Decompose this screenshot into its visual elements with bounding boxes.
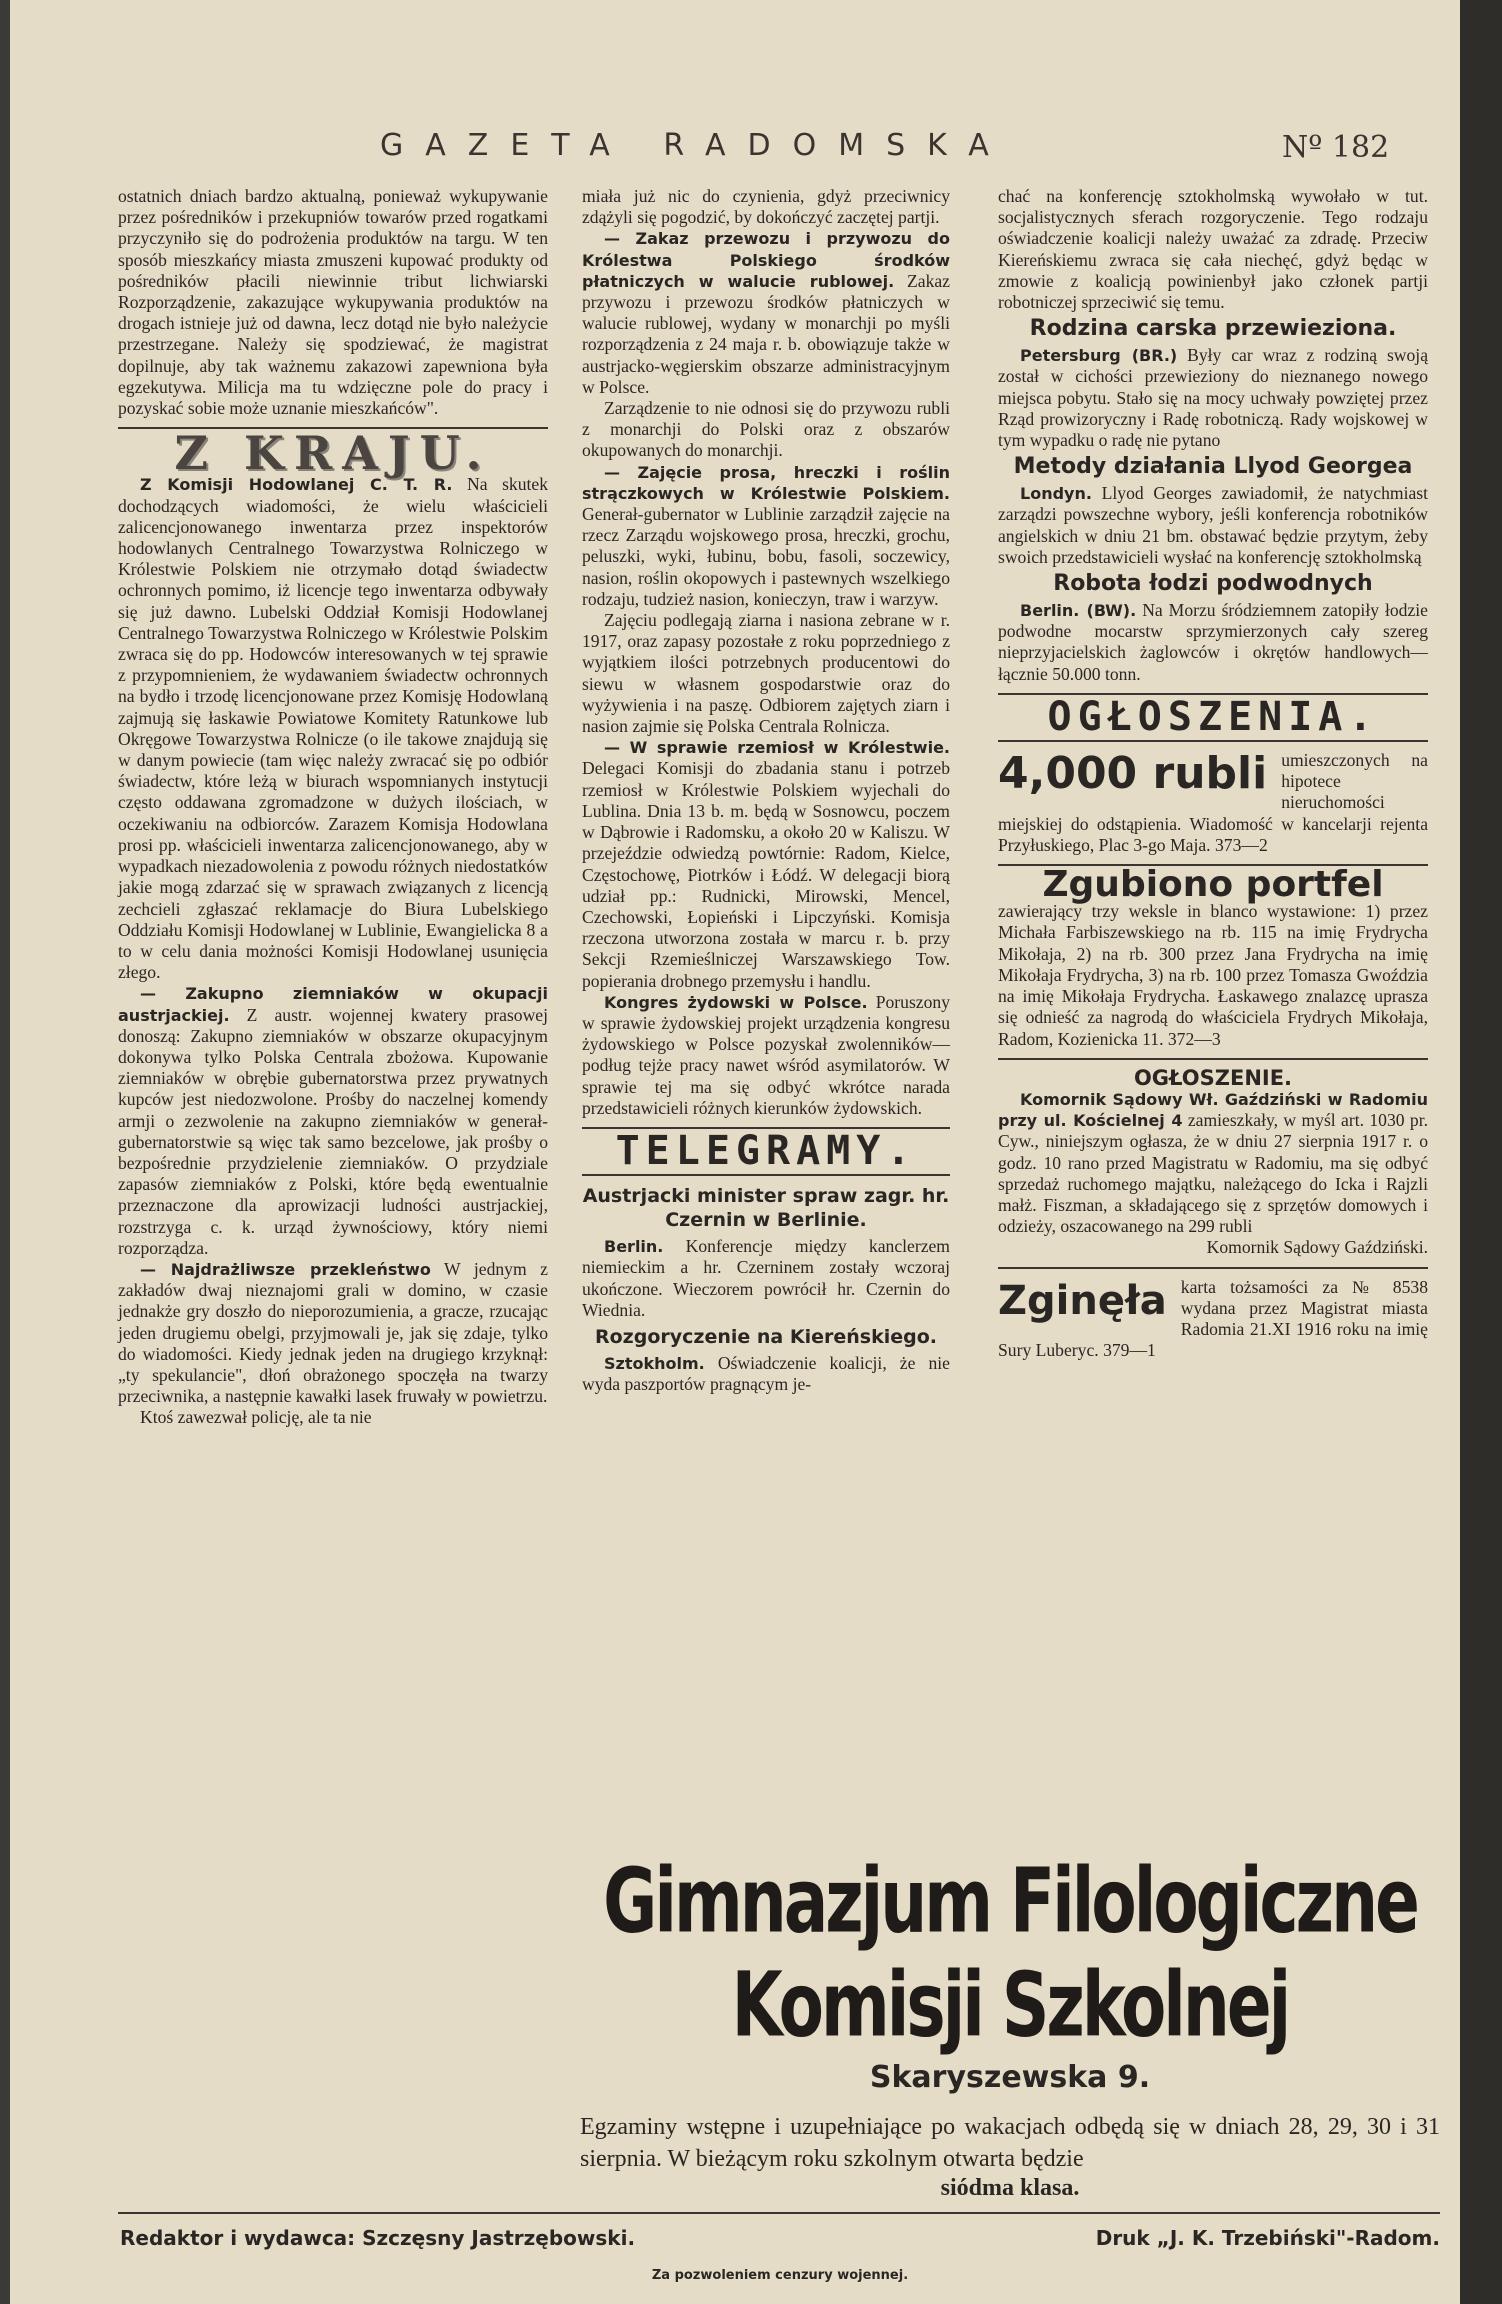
article-text: Generał-gubernator w Lublinie zarządził zajęcie na rzecz Zarządu wojskowego prosa, hreczki, grochu, peluszki, wyki, łubinu, bobu, fasoli, soczewicy, nasion, roślin okopowych i pastewnych wszelkiego rodzaju, tudzież nasion, konieczyn, traw i warzyw.: [582, 504, 950, 609]
telegram-londyn: [998, 483, 1428, 568]
newspaper-page: [10, 0, 1460, 2304]
ad-text: umieszczonych na hipotece nieruchomości miejskiej do odstąpienia. Wiadomość w kancelarji rejenta Przyłuskiego, Plac 3-go Maja.: [998, 750, 1428, 855]
telegram-lead: Berlin.: [604, 1237, 664, 1257]
ad-code: 372—3: [1167, 1028, 1221, 1049]
telegram-text: Były car wraz z rodziną swoją został w cichości przewieziony do nieznanego nowego miejsca pobytu. Stało się na mocy uchwały powziętej przez Rząd prowizoryczny i Radę robotniczą. Rady wojskowej w tym wypadku o radę nie pytano: [998, 345, 1429, 451]
article-text: Ktoś zawezwał policję, ale ta nie: [140, 1407, 372, 1428]
article-text: chać na konferencję sztokholmską wywołało w tut. socjalistycznych sferach rozgoryczenie. Tego rodzaju oświadczenie koalicji należy uważać za zdradę. Przeciw Kiereńskiemu zwraca się cała niechęć, gdyż będąc w zmowie z koalicją powinienbył jako członek partji robotniczej sprzeciwić się temu.: [998, 186, 1428, 313]
ad-signature: Komornik Sądowy Gaździński.: [1206, 1237, 1428, 1258]
footer-editor: Redaktor i wydawca: Szczęsny Jastrzębowski.: [120, 2226, 636, 2250]
ad-4000-rubli: [998, 750, 1428, 856]
column-2: [582, 186, 950, 1395]
divider: [582, 1174, 950, 1176]
ad-zgubiono-portfel: [998, 901, 1428, 1049]
article-komisja-hodowlana: [118, 474, 548, 983]
ad-headline: Zgubiono portfel: [1042, 864, 1384, 906]
masthead: [10, 128, 1460, 168]
telegram-text: Konferencje między kanclerzem niemieckim a hr. Czerninem zostały wczoraj ukończone. Wieczorem powrócił hr. Czernin do Wiednia.: [582, 1236, 950, 1320]
ad-school-address: Skaryszewska 9.: [869, 2060, 1151, 2095]
telegram-berlin-bw: [998, 600, 1428, 685]
ad-school-title: Gimnazjum Filologiczne Komisji Szkolnej: [603, 1849, 1417, 2057]
ad-school-text-end: siódma klasa.: [940, 2175, 1080, 2201]
ad-lead: Komornik Sądowy Wł. Gaździński w Radomiu przy ul. Kościelnej 4: [998, 1089, 1428, 1131]
ad-zginela: [998, 1277, 1428, 1362]
article-rzemiosla: [582, 737, 950, 991]
article-zakaz-przewozu: [582, 228, 950, 398]
divider: [998, 1058, 1428, 1060]
telegram-text: Llyod Georges zawiadomił, że natychmiast zarządzi powszechne wybory, jeśli konferencja robotników angielskich w dniu 21 bm. obstawać będzie przytym, żeby swoich przedstawicieli wysłać na konferencję sztokholmską: [998, 483, 1429, 567]
article-text: W jednym z zakładów dwaj nieznajomi grali w domino, w czasie jednakże gry doszło do nieporozumienia, a gracze, rzucając jeden drugiemu obelgi, przyjmowali je, jak się zdaje, tylko do wiadomości. Kiedy jednak jeden na drugiego krzyknął: „ty spekulancie", dłoń obrażonego spoczęła na twarzy przeciwnika, a następnie kawałki lasek fruwały w powietrzu.: [118, 1258, 548, 1407]
ad-school-text: Egzaminy wstępne i uzupełniające po wakacjach odbędą się w dniach 28, 29, 30 i 31 sierpnia. W bieżącym roku szkolnym otwarta będzie: [580, 2114, 1440, 2172]
ad-text: zamieszkały, w myśl art. 1030 pr. Cyw., niniejszym ogłasza, że w dniu 27 sierpnia 1917 r. o godz. 10 rano przed Magistratu w Radomiu, ma się odbyć sprzedaż ruchomego majątku, należącego do Icka i Rajzli małż. Fiszman, a składającego się z sprzętów domowych i odzieży, oszacowanego na 299 rubli: [998, 1110, 1429, 1237]
section-heading-z-kraju: Z KRAJU.: [174, 426, 492, 481]
footer-censor: Za pozwoleniem cenzury wojennej.: [651, 2268, 909, 2283]
section-heading-telegramy: TELEGRAMY.: [615, 1127, 917, 1174]
article-heading: — W sprawie rzemiosł w Królestwie.: [604, 738, 950, 758]
ad-komornik: [998, 1089, 1428, 1237]
telegram-heading: Austrjacki minister spraw zagr. hr. Czernin w Berlinie.: [582, 1185, 950, 1232]
article-text: Na skutek dochodzących wiadomości, że wielu właścicieli zalicencjonowanego inwentarza przez inspektorów hodowlanych Centralnego Towarzystwa Rolniczego w Królestwie Polskiem nie otrzymało dotąd świadectw ochronnych pomimo, iż licencje tego inwentarza odbywały się już dawno. Lubelski Oddział Komisji Hodowlanej Centralnego Towarzystwa Rolniczego w Królestwie Polskim zwraca się do pp. Hodowców interesowanych w tej sprawie z przypomnieniem, że wydawaniem świadectw ochronnych na bydło i trzodę licencjonowane przez Komisję Hodowlaną zajmują się łaskawie Powiatowe Komitety Ratunkowe lub Okręgowe Towarzystwa Rolnicze (o ile takowe znajdują się w danym powiecie (tam więc należy zwracać się po odbiór świadectw, które leżą w biurach wspomnianych instytucji często oddawana zgromadzone w dużych ilościach, w oczekiwaniu na odbiorców. Zarazem Komisja Hodowlana prosi pp. właścicieli inwentarza zalicencjonowanego, aby w wypadkach niezadowolenia z powodu różnych niedostatków jakie mogą zdarzać się w sprawach związanych z licencją zechcieli zgłaszać reklamacje do Biura Lubelskiego Oddziału Komisji Hodowlanej w Lublinie, Ewangielicka 8 a to w celu dania możności Komisji Hodowlanej usunięcia złego.: [118, 474, 548, 983]
article-text: Delegaci Komisji do zbadania stanu i potrzeb rzemiosł w Królestwie Polskiem wyjechali do Lublina. Dnia 13 b. m. będą w Sosnowcu, poczem w Dąbrowie i Radomsku, a około 20 w Kaliszu. W przejeździe odwiedzą powtórnie: Radom, Kielce, Częstochowę, Piotrków i Łódź. W delegacji biorą udział pp.: Rudnicki, Mirowski, Mencel, Czechowski, Łopieński i Lipczyński. Komisja rzeczona utworzona została w marcu r. b. przy Sekcji Rzemieślniczej Warszawskiego Tow. popierania drobnego przemysłu i handlu.: [582, 758, 950, 991]
divider: [998, 740, 1428, 742]
article-przeklenstwo: [118, 1259, 548, 1407]
telegram-heading: Rodzina carska przewieziona.: [1029, 316, 1397, 342]
telegram-lead: Petersburg (BR.): [1020, 346, 1178, 366]
telegram-lead: Londyn.: [1020, 484, 1092, 504]
telegram-heading: Rozgoryczenie na Kiereńskiego.: [595, 1325, 937, 1348]
telegram-lead: Sztokholm.: [604, 1353, 705, 1373]
ad-headline: 4,000 rubli: [998, 748, 1268, 800]
article-heading: Z Komisji Hodowlanej C. T. R.: [140, 475, 453, 495]
column-1: [118, 186, 548, 1429]
ad-text: karta tożsamości za № 8538 wydana przez Magistrat miasta Radomia 21.XI 1916 roku na imię Sury Luberyc.: [998, 1276, 1428, 1361]
telegram-petersburg: [998, 345, 1428, 451]
section-heading-ogloszenia: OGŁOSZENIA.: [1047, 693, 1379, 740]
article-zajecie-prosa: [582, 462, 950, 610]
page-edge: [1460, 0, 1502, 2304]
ad-text: zawierający trzy weksle in blanco wystawione: 1) przez Michała Farbiszewskiego na rb. 115 na imię Frydrycha Mikołaja, 2) na rb. 300 przez Jana Frydrycha na imię Mikołaja Frydrycha, 3) na rb. 100 przez Tomasza Gwoździa na imię Mikołaja Frydrycha. Łaskawego znalazcę uprasza się odnieść za nagrodą do właściciela Frydrych Mikołaja, Radom, Kozienicka 11.: [998, 901, 1428, 1049]
article-text: Poruszony w sprawie żydowskiej projekt urządzenia kongresu żydowskiego w Polsce pozyskał zwolenników—podług tejże pracy nawet wśród asymilatorów. W sprawie tej ma się odbyć wkrótce narada przedstawicieli różnych kierunków żydowskich.: [582, 991, 950, 1118]
article-text: Z austr. wojennej kwatery prasowej donoszą: Zakupno ziemniaków w obszarze okupacyjnym dokonywa tylko Polska Centrala zbożowa. Kupowanie ziemniaków w obrębie gubernatorstwa przez prywatnych kupców jest niedozwolone. Prośby do naczelnej komendy armji o zezwolenie na zakupno ziemniaków w generał-gubernatorstwie są więc tak samo bezcelowe, jak prośby o bezpośrednie przydzielenie ziemniaków. O przydziale zapasów ziemniaków z Polski, które będą ewentualnie przeznaczone dla aprowizacji ludności austrjackiej, rozstrzyga c. k. urząd żywnościowy, który niemi rozporządza.: [118, 1004, 548, 1258]
article-zakupno-ziemniakow: [118, 983, 548, 1259]
telegram-lead: Berlin. (BW).: [1020, 601, 1137, 621]
ad-code: 373—2: [1214, 834, 1268, 855]
article-heading: — Zakupno ziemniaków w okupacji austrjackiej.: [118, 984, 548, 1025]
article-text: Zakaz przywozu i przewozu środków płatniczych w walucie rublowej, wydany w monarchji po myśli rozporządzenia z 24 maja r. b. obowiązuje także w austrjacko-węgierskim obszarze administracyjnym w Polsce.: [582, 270, 950, 397]
ad-headline: Zginęła: [998, 1277, 1167, 1324]
telegram-text: Oświadczenie koalicji, że nie wyda paszportów pragnącym je-: [582, 1352, 950, 1395]
ad-headline: OGŁOSZENIE.: [1133, 1065, 1293, 1090]
divider: [998, 1267, 1428, 1269]
telegram-berlin: [582, 1236, 950, 1321]
article-kongres: [582, 992, 950, 1119]
telegram-sztokholm: [582, 1353, 950, 1395]
telegram-text: Na Morzu śródziemnem zatopiły łodzie podwodne mocarstw sprzymierzonych cały szereg nieprzyjacielskich żaglowców i okrętów handlowych—łącznie 50.000 tonn.: [998, 600, 1428, 684]
issue-number: Nº 182: [1282, 130, 1390, 165]
telegram-heading: Robota łodzi podwodnych: [1053, 571, 1373, 597]
article-heading: — Zajęcie prosa, hreczki i roślin strączkowych w Królestwie Polskiem.: [582, 462, 950, 503]
masthead-title: GAZETA RADOMSKA: [380, 128, 1011, 163]
column-3: [998, 186, 1428, 1361]
article-heading: Kongres żydowski w Polsce.: [604, 992, 868, 1012]
article-text: Zarządzenie to nie odnosi się do przywozu rubli z monarchji do Polski oraz z obszarów okupowanych do monarchji.: [582, 398, 950, 461]
footer-printer: Druk „J. K. Trzebiński"-Radom.: [1095, 2226, 1440, 2250]
article-heading: — Najdrażliwsze przekleństwo: [140, 1259, 431, 1279]
ad-code: 379—1: [1103, 1340, 1156, 1361]
ad-gimnazjum: [580, 1850, 1440, 2202]
article-heading: — Zakaz przewozu i przywozu do Królestwa Polskiego środków płatniczych w walucie rublowej.: [582, 229, 950, 291]
article-text: Zajęciu podlegają ziarna i nasiona zebrane w r. 1917, oraz zapasy pozostałe z roku poprzedniego z wyjątkiem ilości potrzebnych producentowi do siewu w własnem gospodarstwie oraz do wyżywienia i na paszę. Odbiorem zajętych ziarn i nasion zajmie się Polska Centrala Rolnicza.: [582, 610, 950, 737]
telegram-heading: Metody działania Llyod Georgea: [1013, 454, 1413, 480]
footer-divider: [118, 2212, 1440, 2214]
article-text: ostatnich dniach bardzo aktualną, ponieważ wykupywanie przez pośredników i przekupniów towarów przed rogatkami przyczyniło się do podrożenia produktów na targu. W ten sposób mieszkańcy miasta zmuszeni kupować produkty od pośredników płacili niewinnie tribut lichwiarski Rozporządzenie, zakazujące wykupywania produktów na drogach istnieje już od dawna, lecz dotąd nie było należycie przestrzegane. Należy się spodziewać, że magistrat dopilnuje, aby tak ważnemu zakazowi zapewniona była egzekutywa. Milicja ma tu wdzięczne pole do pracy i pozyskać sobie może uznanie mieszkańców".: [118, 186, 548, 419]
article-text: miała już nic do czynienia, gdyż przeciwnicy zdążyli się pogodzić, by dokończyć zaczętej partji.: [582, 186, 950, 228]
